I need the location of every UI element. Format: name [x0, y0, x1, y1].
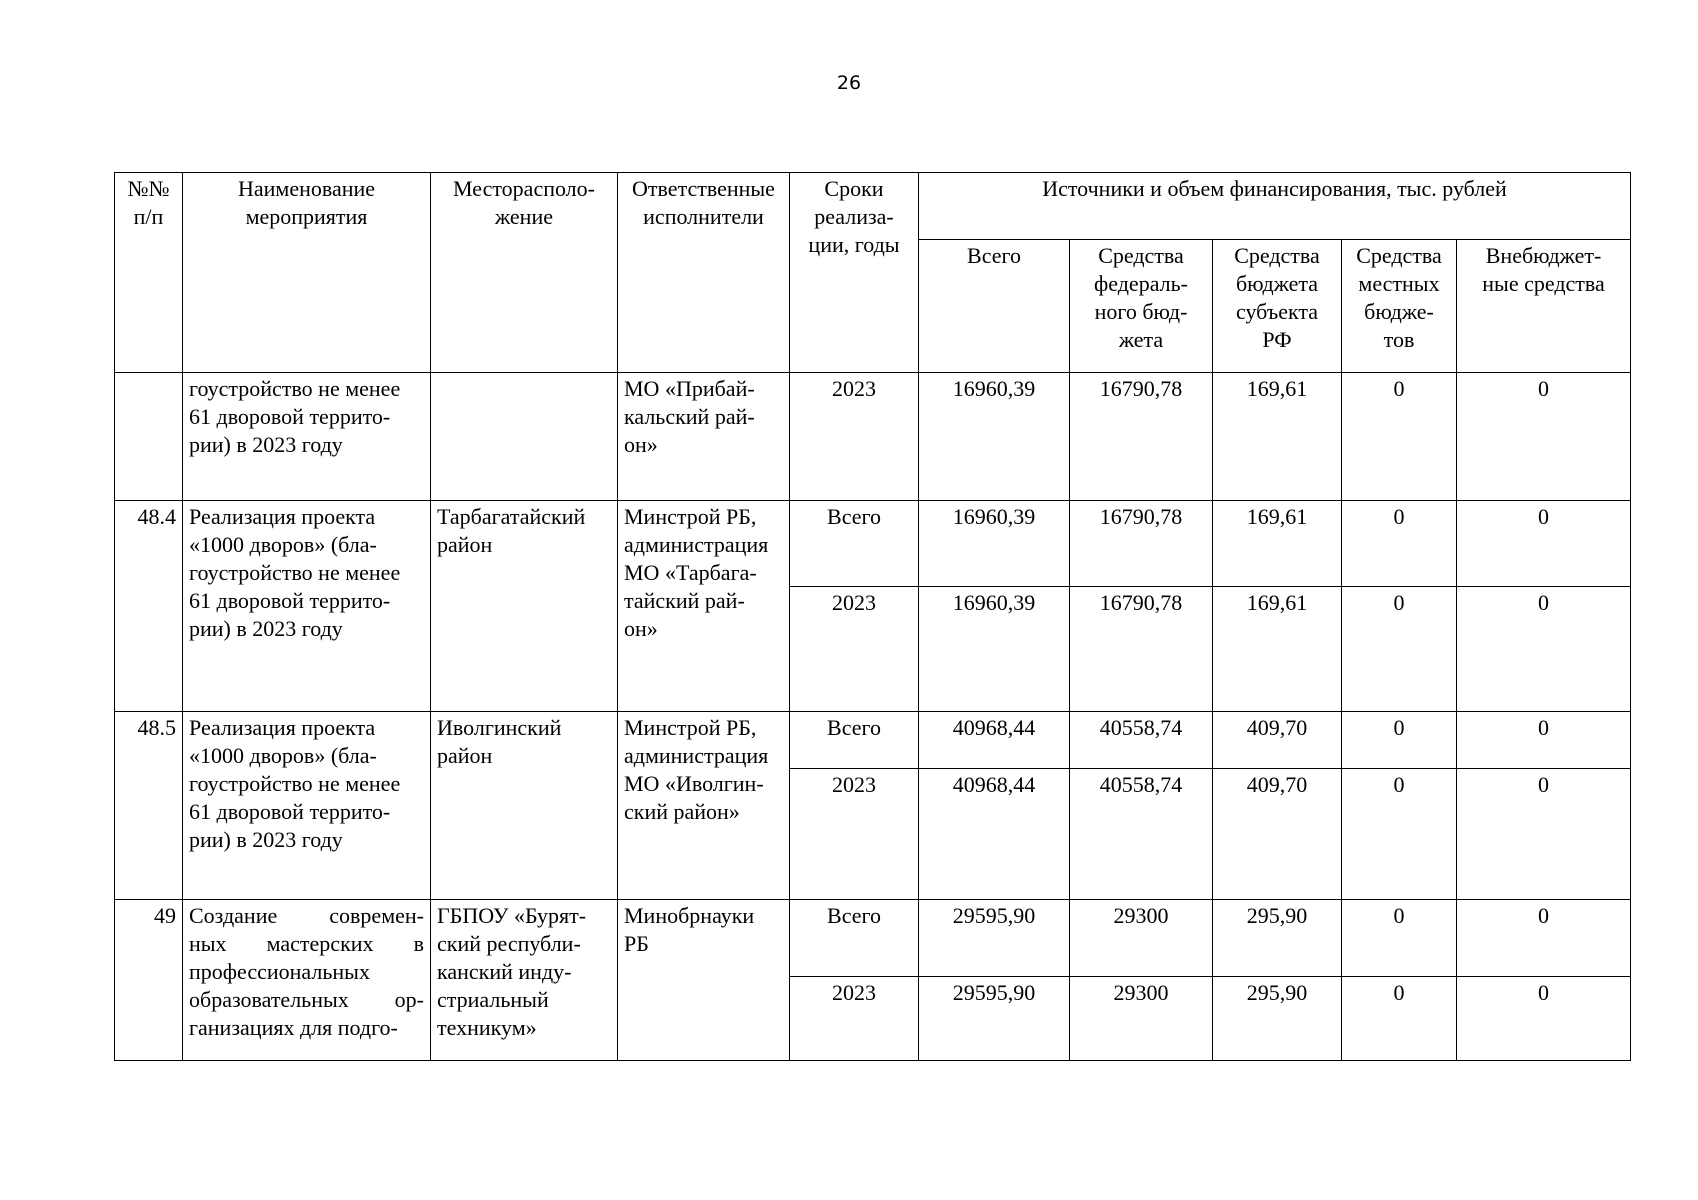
- row-term: Всего: [790, 900, 919, 977]
- row-federal: 40558,74: [1070, 769, 1213, 900]
- row-location: ГБПОУ «Бурят- ский республи- канский инду- стриальный техникум»: [431, 900, 618, 1061]
- table-header-row: [115, 173, 1631, 240]
- row-subject: 409,70: [1213, 712, 1342, 769]
- header-name: Наименование мероприятия: [183, 173, 431, 373]
- row-term: 2023: [790, 769, 919, 900]
- cont-federal: 16790,78: [1070, 373, 1213, 501]
- row-total: 40968,44: [919, 712, 1070, 769]
- header-offbudget: Внебюджет- ные средства: [1457, 240, 1631, 373]
- row-name-lines: [189, 902, 424, 1042]
- name-line: ганизациях для подго-: [189, 1015, 398, 1040]
- row-subject: 169,61: [1213, 587, 1342, 712]
- row-subject: 409,70: [1213, 769, 1342, 900]
- row-term: Всего: [790, 501, 919, 587]
- row-total: 16960,39: [919, 501, 1070, 587]
- cont-total: 16960,39: [919, 373, 1070, 501]
- table-row: [115, 501, 1631, 587]
- row-location: Иволгинский район: [431, 712, 618, 900]
- row-num: 48.5: [115, 712, 183, 900]
- row-term: 2023: [790, 977, 919, 1061]
- cont-name: гоустройство не менее 61 дворовой террито- рии) в 2023 году: [183, 373, 431, 501]
- cont-num: [115, 373, 183, 501]
- cont-year: 2023: [790, 373, 919, 501]
- row-local: 0: [1342, 900, 1457, 977]
- row-name: [183, 900, 431, 1061]
- row-total: 29595,90: [919, 977, 1070, 1061]
- header-location: Месторасполо- жение: [431, 173, 618, 373]
- table-row: [115, 900, 1631, 977]
- name-line: профессиональных: [189, 959, 370, 984]
- name-line: Создание современ-: [189, 903, 424, 928]
- row-total: 40968,44: [919, 769, 1070, 900]
- row-responsible: Минобрнауки РБ: [618, 900, 790, 1061]
- row-name: Реализация проекта «1000 дворов» (бла- гоустройство не менее 61 дворовой террито- рии) в 2023 году: [183, 712, 431, 900]
- row-num: 49: [115, 900, 183, 1061]
- name-line: ных мастерских в: [189, 931, 424, 956]
- row-federal: 16790,78: [1070, 587, 1213, 712]
- row-subject: 295,90: [1213, 977, 1342, 1061]
- row-local: 0: [1342, 712, 1457, 769]
- table-row: [115, 712, 1631, 769]
- row-num: 48.4: [115, 501, 183, 712]
- row-subject: 169,61: [1213, 501, 1342, 587]
- row-location: Тарбагатайский район: [431, 501, 618, 712]
- cont-subject: 169,61: [1213, 373, 1342, 501]
- row-offbudget: 0: [1457, 977, 1631, 1061]
- row-name: Реализация проекта «1000 дворов» (бла- гоустройство не менее 61 дворовой террито- рии) в 2023 году: [183, 501, 431, 712]
- row-term: Всего: [790, 712, 919, 769]
- row-subject: 295,90: [1213, 900, 1342, 977]
- row-term: 2023: [790, 587, 919, 712]
- header-terms: Сроки реализа- ции, годы: [790, 173, 919, 373]
- row-federal: 29300: [1070, 900, 1213, 977]
- financing-table: [114, 172, 1631, 1061]
- row-total: 29595,90: [919, 900, 1070, 977]
- header-num: №№ п/п: [115, 173, 183, 373]
- row-offbudget: 0: [1457, 769, 1631, 900]
- header-local: Средства местных бюдже- тов: [1342, 240, 1457, 373]
- row-local: 0: [1342, 977, 1457, 1061]
- cont-responsible: МО «Прибай- кальский рай- он»: [618, 373, 790, 501]
- row-total: 16960,39: [919, 587, 1070, 712]
- table-row-continuation: [115, 373, 1631, 501]
- row-local: 0: [1342, 501, 1457, 587]
- row-federal: 40558,74: [1070, 712, 1213, 769]
- header-subject: Средства бюджета субъекта РФ: [1213, 240, 1342, 373]
- row-local: 0: [1342, 587, 1457, 712]
- row-federal: 16790,78: [1070, 501, 1213, 587]
- header-federal: Средства федераль- ного бюд- жета: [1070, 240, 1213, 373]
- row-local: 0: [1342, 769, 1457, 900]
- row-offbudget: 0: [1457, 587, 1631, 712]
- cont-local: 0: [1342, 373, 1457, 501]
- row-offbudget: 0: [1457, 501, 1631, 587]
- row-federal: 29300: [1070, 977, 1213, 1061]
- row-responsible: Минстрой РБ, администрация МО «Иволгин- ский район»: [618, 712, 790, 900]
- row-offbudget: 0: [1457, 712, 1631, 769]
- row-offbudget: 0: [1457, 900, 1631, 977]
- row-responsible: Минстрой РБ, администрация МО «Тарбага- тайский рай- он»: [618, 501, 790, 712]
- header-total: Всего: [919, 240, 1070, 373]
- page-number: 26: [836, 72, 862, 94]
- name-line: образовательных ор-: [189, 987, 424, 1012]
- header-financing: Источники и объем финансирования, тыс. рублей: [919, 173, 1631, 240]
- cont-offbudget: 0: [1457, 373, 1631, 501]
- header-responsible: Ответственные исполнители: [618, 173, 790, 373]
- cont-location: [431, 373, 618, 501]
